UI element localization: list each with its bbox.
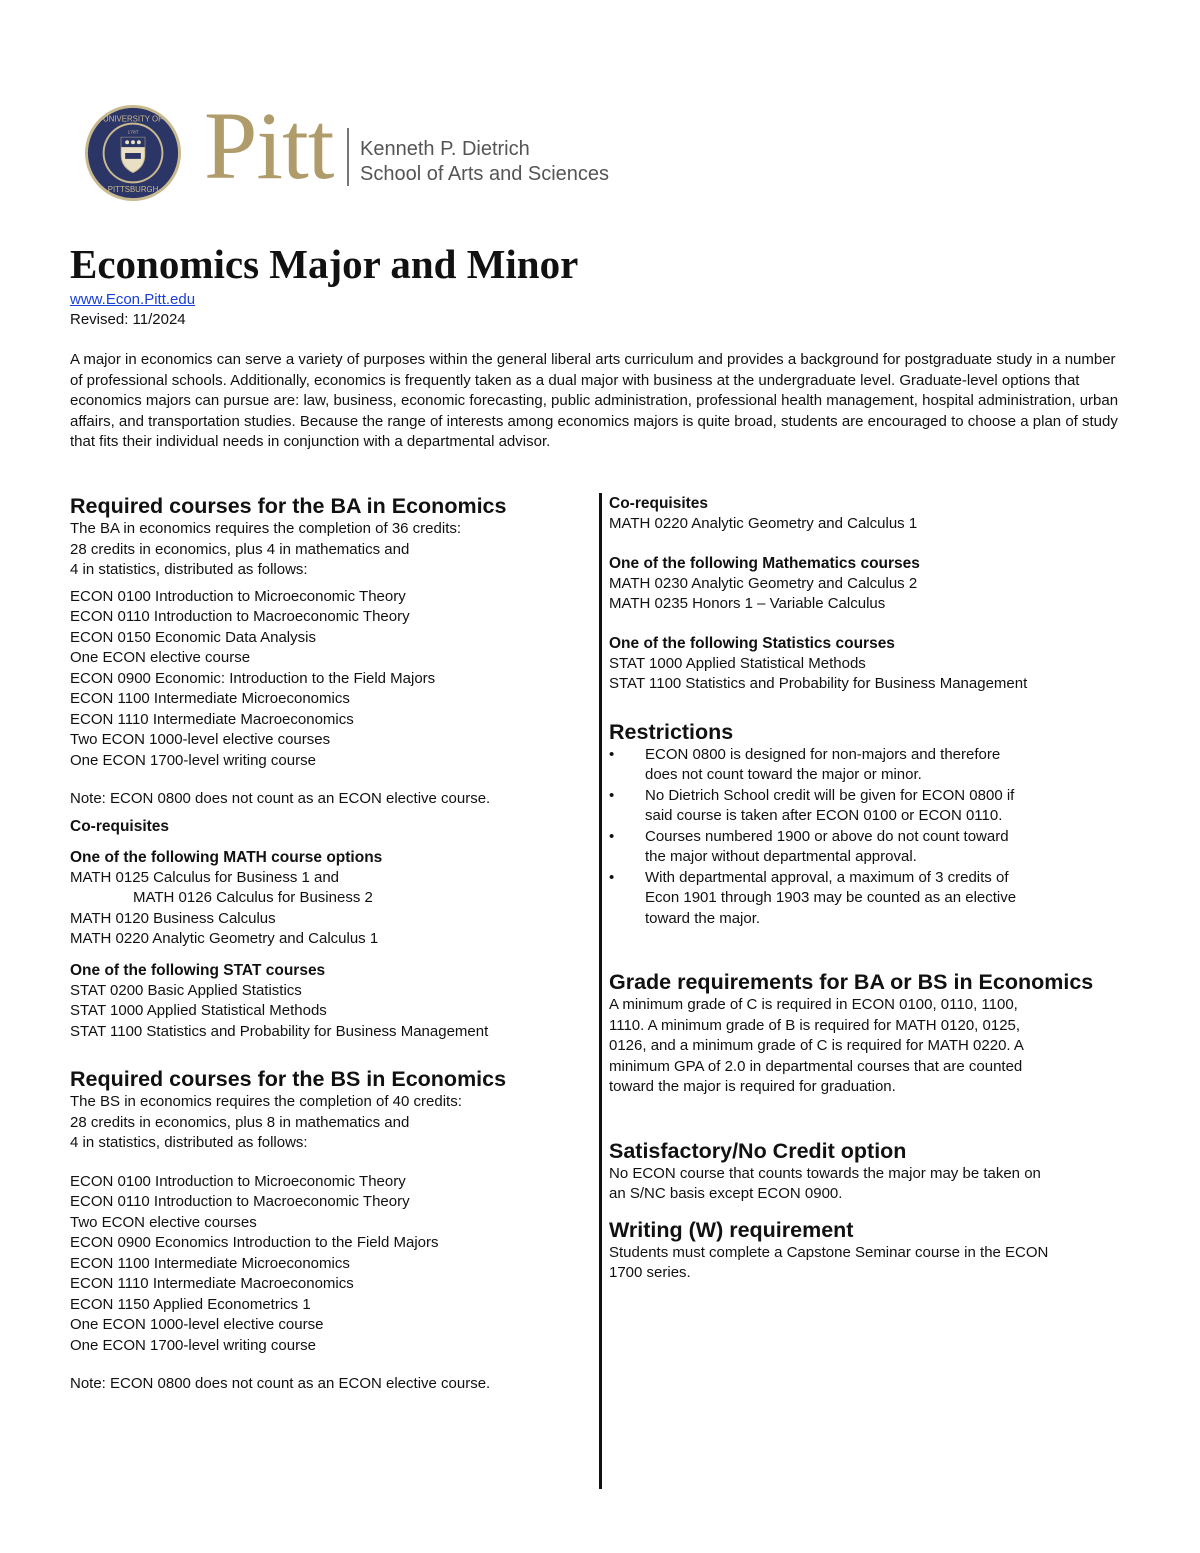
restriction-item: [609, 786, 1149, 827]
ba-math-course: MATH 0125 Calculus for Business 1 and: [70, 868, 340, 886]
restriction-line: toward the major.: [645, 909, 761, 927]
bs-description: [70, 1092, 590, 1154]
column-divider: [599, 493, 602, 1489]
ba-course: One ECON 1700-level writing course: [70, 751, 316, 769]
bs-coreq-course: MATH 0220 Analytic Geometry and Calculus 1: [609, 515, 918, 532]
ba-math-course: MATH 0120 Business Calculus: [70, 909, 276, 927]
snc-heading: Satisfactory/No Credit option: [609, 1138, 907, 1163]
intro-paragraph: A major in economics can serve a variety of purposes within the general liberal arts curriculum and provides a background for postgraduate study in a number of professional schools. Additionally, economics is frequently taken as a dual major with business at the undergraduate level. Graduate-level options that economics majors can pursue are: law, business, economic forecasting, public administration, professional health management, hospital administration, urban affairs, and transportation studies. Because the range of interests among economics majors is quite broad, students are encouraged to choose a plan of study that fits their individual needs in conjunction with a departmental advisor.: [70, 351, 1119, 450]
ba-description: [70, 519, 590, 581]
bullet-icon: •: [609, 745, 615, 763]
seal-year: 1787: [127, 130, 139, 136]
ba-math-list: [70, 868, 590, 950]
restriction-line: ECON 0800 is designed for non-majors and therefore: [645, 745, 1001, 763]
bullet-icon: •: [609, 868, 615, 886]
bs-course: One ECON 1700-level writing course: [70, 1336, 316, 1354]
ba-stat-heading: One of the following STAT courses: [70, 961, 326, 979]
bs-course: Two ECON elective courses: [70, 1213, 257, 1231]
grades-line: 1110. A minimum grade of B is required for MATH 0120, 0125,: [609, 1016, 1021, 1034]
ba-course: Two ECON 1000-level elective courses: [70, 731, 331, 748]
bs-course-list: [70, 1172, 590, 1357]
seal-text-bottom: PITTSBURGH: [107, 185, 159, 195]
restriction-line: the major without departmental approval.: [645, 848, 917, 865]
grades-line: 0126, and a minimum grade of C is required for MATH 0220. A: [609, 1037, 1024, 1054]
bs-note: Note: ECON 0800 does not count as an ECON elective course.: [70, 1375, 491, 1392]
bs-desc-line: The BS in economics requires the completion of 40 credits:: [70, 1093, 462, 1110]
snc-line: No ECON course that counts towards the major may be taken on: [609, 1164, 1041, 1182]
grades-text: [609, 995, 1149, 1098]
ba-course: ECON 0150 Economic Data Analysis: [70, 628, 316, 646]
left-column: [70, 493, 590, 1395]
ba-coreq-heading: Co-requisites: [70, 817, 170, 835]
bullet-icon: •: [609, 786, 615, 804]
restriction-line: With departmental approval, a maximum of 3 credits of: [645, 868, 1009, 886]
school-name: [360, 137, 609, 187]
ba-course: ECON 1100 Intermediate Microeconomics: [70, 690, 350, 707]
ba-course: ECON 0110 Introduction to Macroeconomic Theory: [70, 608, 410, 625]
writing-text: [609, 1243, 1149, 1284]
ba-course: ECON 0900 Economic: Introduction to the Field Majors: [70, 669, 436, 687]
ba-course: One ECON elective course: [70, 649, 251, 666]
ba-stat-course: STAT 1000 Applied Statistical Methods: [70, 1002, 327, 1019]
ba-stat-course: STAT 1100 Statistics and Probability for Business Management: [70, 1022, 489, 1040]
page-title: Economics Major and Minor: [70, 241, 579, 287]
writing-line: Students must complete a Capstone Seminar course in the ECON: [609, 1243, 1049, 1261]
school-name-line2: School of Arts and Sciences: [360, 163, 610, 185]
bs-coreq-heading: Co-requisites: [609, 495, 709, 512]
bs-course: ECON 0100 Introduction to Microeconomic Theory: [70, 1172, 406, 1190]
restriction-line: said course is taken after ECON 0100 or ECON 0110.: [645, 807, 1003, 824]
grades-line: A minimum grade of C is required in ECON 0100, 0110, 1100,: [609, 996, 1018, 1013]
ba-heading: Required courses for the BA in Economics: [70, 494, 507, 518]
writing-heading: Writing (W) requirement: [609, 1217, 854, 1242]
revised-date: Revised: 11/2024: [70, 311, 186, 328]
snc-text: [609, 1164, 1149, 1205]
restriction-line: No Dietrich School credit will be given for ECON 0800 if: [645, 786, 1015, 804]
header-divider: [347, 128, 349, 186]
bs-heading: Required courses for the BS in Economics: [70, 1067, 507, 1091]
restrictions-heading: Restrictions: [609, 719, 734, 744]
seal-text-top: UNIVERSITY OF: [103, 114, 163, 124]
ba-math-course: MATH 0126 Calculus for Business 2: [133, 889, 373, 906]
bs-stat-heading: One of the following Statistics courses: [609, 634, 895, 652]
grades-line: minimum GPA of 2.0 in departmental courses that are counted: [609, 1057, 1023, 1075]
bs-stat-course: STAT 1000 Applied Statistical Methods: [609, 654, 866, 672]
bs-course: ECON 0110 Introduction to Macroeconomic Theory: [70, 1193, 410, 1210]
ba-stat-list: [70, 981, 590, 1043]
restriction-line: does not count toward the major or minor.: [645, 766, 922, 783]
department-website-link[interactable]: www.Econ.Pitt.edu: [70, 291, 196, 308]
ba-desc-line: 4 in statistics, distributed as follows:: [70, 561, 308, 578]
ba-course: ECON 1110 Intermediate Macroeconomics: [70, 710, 354, 728]
ba-course-list: [70, 587, 590, 772]
bs-course: ECON 1110 Intermediate Macroeconomics: [70, 1275, 354, 1292]
ba-math-course: MATH 0220 Analytic Geometry and Calculus 1: [70, 930, 379, 947]
grades-heading: Grade requirements for BA or BS in Economics: [609, 970, 1094, 994]
bs-desc-line: 28 credits in economics, plus 8 in mathematics and: [70, 1113, 410, 1131]
bs-math-course: MATH 0235 Honors 1 – Variable Calculus: [609, 595, 886, 612]
ba-stat-course: STAT 0200 Basic Applied Statistics: [70, 981, 302, 999]
ba-course: ECON 0100 Introduction to Microeconomic Theory: [70, 587, 406, 605]
restriction-line: Courses numbered 1900 or above do not count toward: [645, 827, 1009, 845]
restriction-line: Econ 1901 through 1903 may be counted as an elective: [645, 889, 1017, 906]
writing-line: 1700 series.: [609, 1264, 691, 1281]
ba-desc-line: 28 credits in economics, plus 4 in mathematics and: [70, 540, 410, 558]
restriction-item: [609, 827, 1149, 868]
ba-desc-line: The BA in economics requires the completion of 36 credits:: [70, 520, 462, 537]
right-column: [609, 493, 1149, 1284]
pitt-logo-word: Pitt: [204, 92, 334, 199]
grades-line: toward the major is required for graduation.: [609, 1078, 896, 1095]
bs-stat-course: STAT 1100 Statistics and Probability for Business Management: [609, 675, 1028, 692]
ba-math-heading: One of the following MATH course options: [70, 848, 383, 866]
bullet-icon: •: [609, 827, 615, 845]
bs-course: ECON 1150 Applied Econometrics 1: [70, 1295, 311, 1313]
bs-course: ECON 0900 Economics Introduction to the Field Majors: [70, 1234, 439, 1251]
bs-desc-line: 4 in statistics, distributed as follows:: [70, 1134, 308, 1151]
restriction-item: [609, 868, 1149, 930]
snc-line: an S/NC basis except ECON 0900.: [609, 1185, 843, 1202]
ba-note: Note: ECON 0800 does not count as an ECON elective course.: [70, 790, 491, 807]
bs-math-course: MATH 0230 Analytic Geometry and Calculus 2: [609, 574, 918, 592]
university-seal: [84, 104, 182, 202]
restrictions-list: [609, 745, 1149, 930]
bs-course: ECON 1100 Intermediate Microeconomics: [70, 1254, 350, 1272]
school-name-line1: Kenneth P. Dietrich: [360, 138, 530, 160]
restriction-item: [609, 745, 1149, 786]
bs-course: One ECON 1000-level elective course: [70, 1316, 324, 1333]
bs-math-heading: One of the following Mathematics courses: [609, 554, 920, 572]
